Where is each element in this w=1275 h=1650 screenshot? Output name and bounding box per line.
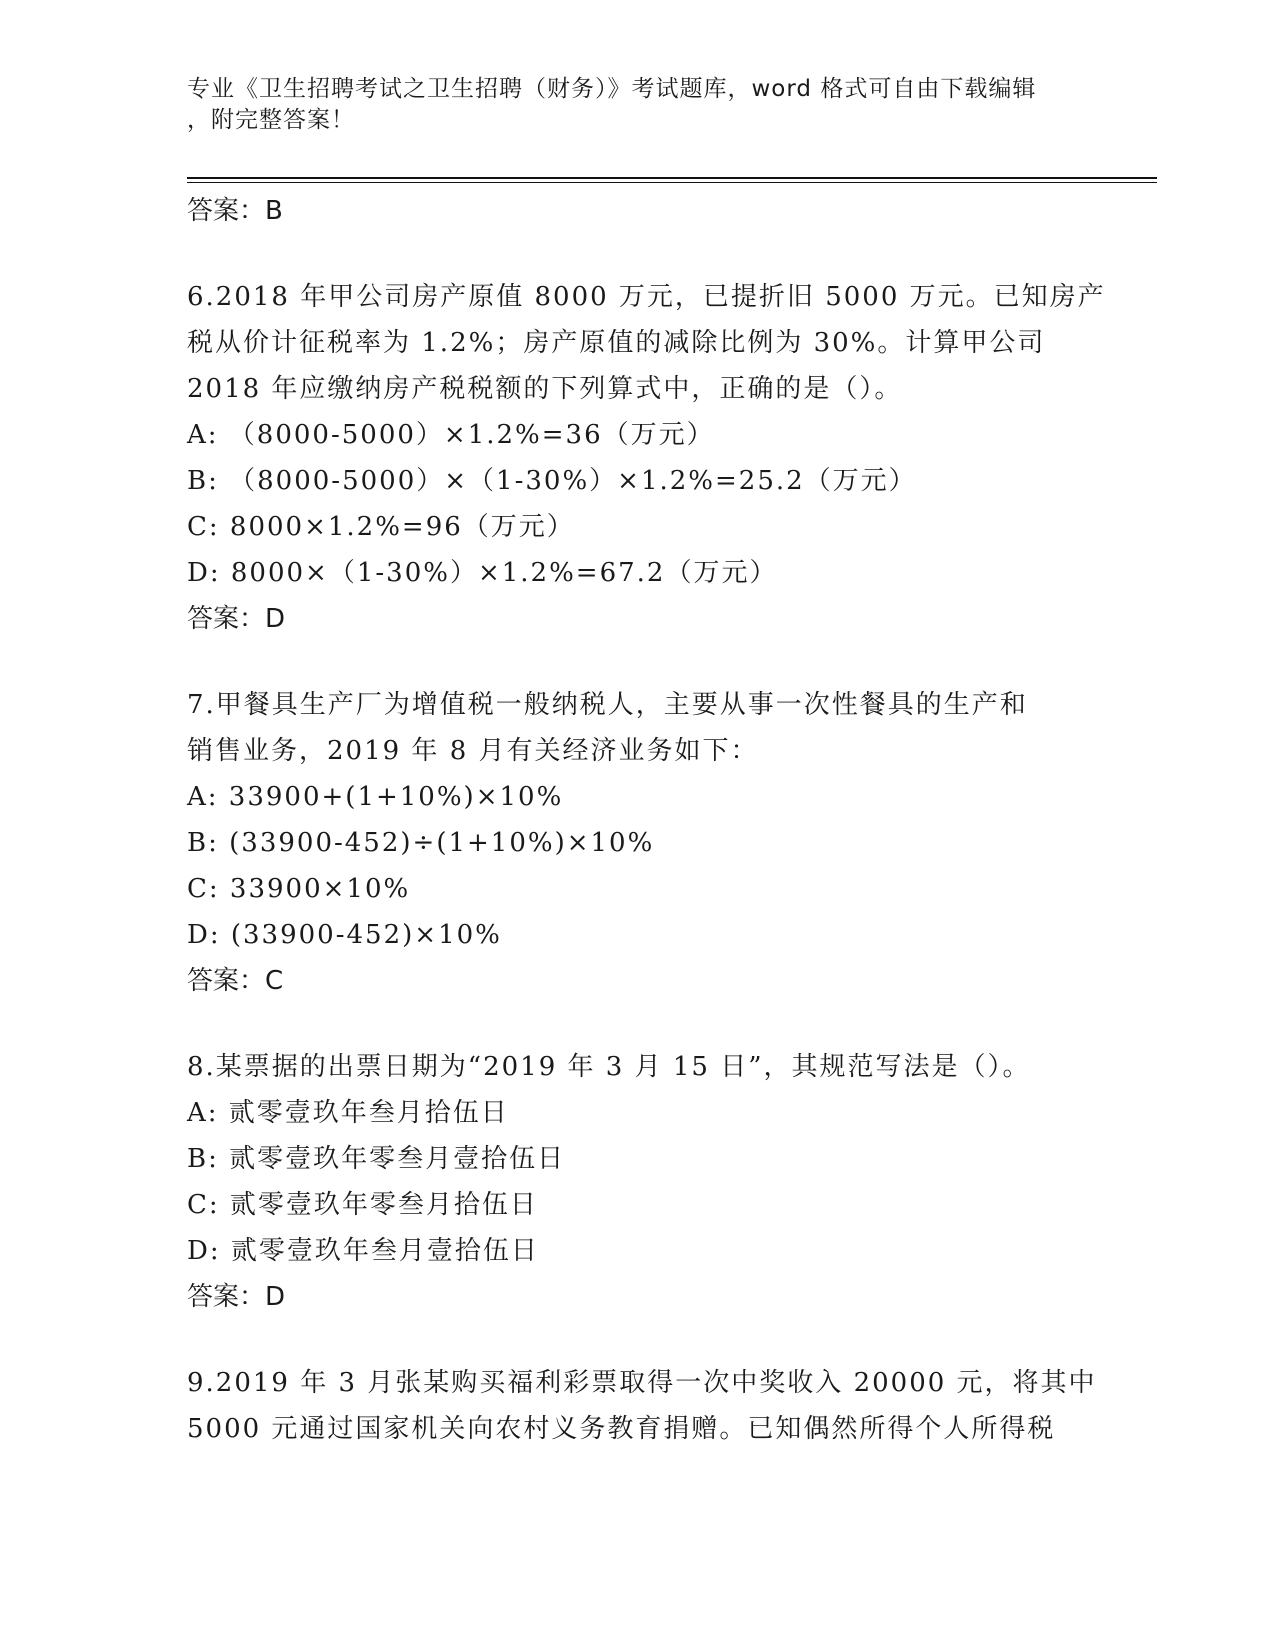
answer-label: 答案：C	[187, 966, 284, 996]
option-a: A: 33900+(1+10%)×10%	[187, 782, 564, 812]
question-stem-line: 5000 元通过国家机关向农村义务教育捐赠。已知偶然所得个人所得税	[187, 1414, 1056, 1444]
option-d: D: 8000×（1-30%）×1.2%=67.2（万元）	[187, 558, 778, 588]
option-d: D: (33900-452)×10%	[187, 920, 502, 950]
option-a: A: 贰零壹玖年叁月拾伍日	[187, 1098, 509, 1128]
option-c: C: 贰零壹玖年零叁月拾伍日	[187, 1190, 538, 1220]
question-6	[187, 274, 1106, 642]
question-stem-line: 销售业务，2019 年 8 月有关经济业务如下：	[187, 736, 759, 766]
option-c: C: 8000×1.2%=96（万元）	[187, 512, 575, 542]
answer-label: 答案：D	[187, 1282, 286, 1312]
question-stem-line: 8.某票据的出票日期为“2019 年 3 月 15 日”，其规范写法是（）。	[187, 1052, 1031, 1082]
option-b: B: （8000-5000）×（1-30%）×1.2%=25.2（万元）	[187, 466, 917, 496]
question-stem-line: 6.2018 年甲公司房产原值 8000 万元，已提折旧 5000 万元。已知房产	[187, 282, 1106, 312]
option-a: A: （8000-5000）×1.2%=36（万元）	[187, 420, 715, 450]
question-stem-line: 9.2019 年 3 月张某购买福利彩票取得一次中奖收入 20000 元，将其中	[187, 1368, 1097, 1398]
question-stem-line: 7.甲餐具生产厂为增值税一般纳税人，主要从事一次性餐具的生产和	[187, 690, 1028, 720]
question-8	[187, 1044, 1087, 1320]
option-b: B: 贰零壹玖年零叁月壹拾伍日	[187, 1144, 566, 1174]
option-b: B: (33900-452)÷(1+10%)×10%	[187, 828, 655, 858]
answer-label: 答案：D	[187, 604, 286, 634]
header-line-2: ，附完整答案！	[187, 107, 355, 133]
question-9	[187, 1360, 1097, 1452]
header-divider	[187, 177, 1157, 179]
answer-label: 答案：B	[187, 196, 283, 226]
question-7	[187, 682, 1087, 1004]
question-stem-line: 2018 年应缴纳房产税税额的下列算式中，正确的是（）。	[187, 374, 903, 404]
question-stem-line: 税从价计征税率为 1.2%；房产原值的减除比例为 30%。计算甲公司	[187, 328, 1046, 358]
option-c: C: 33900×10%	[187, 874, 411, 904]
header-line-1: 专业《卫生招聘考试之卫生招聘（财务）》考试题库，word 格式可自由下载编辑	[187, 76, 1037, 102]
header-divider-thin	[187, 182, 1157, 183]
document-header	[187, 74, 1067, 136]
question-list	[187, 188, 1106, 1452]
option-d: D: 贰零壹玖年叁月壹拾伍日	[187, 1236, 539, 1266]
